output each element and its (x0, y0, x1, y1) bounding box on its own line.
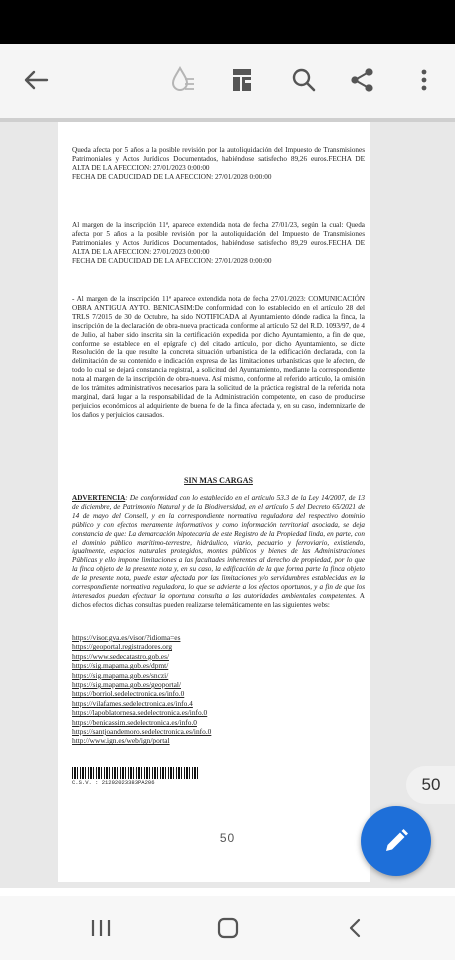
links-list (72, 633, 272, 746)
doc-paragraph-1: Queda afecta por 5 años a la posible revisión por la autoliquidación del Impuesto de Transmisiones Patrimoniales y Actos Jurídicos Documentados, habiéndose satisfecho 89,26 euros.FECHA DE ALTA DE LA AFECCION: 27/01/2023 0:00:00 FECHA DE CADUCIDAD DE LA AFECCION: 27/01/2028 0:00:00 (72, 146, 365, 181)
sin-mas-cargas-heading: SIN MAS CARGAS (184, 476, 253, 485)
link-item[interactable]: https://sig.mapama.gob.es/geoportal/ (72, 680, 181, 690)
link-item[interactable]: https://vilafames.sedelectronica.es/info.4 (72, 698, 193, 708)
status-bar (0, 0, 455, 44)
page-separator (0, 118, 455, 122)
csv-code: C.S.V. : 21202023383PA206 (72, 779, 155, 786)
edit-fab-button[interactable] (361, 806, 431, 876)
page-number-footer: 50 (219, 831, 236, 845)
share-icon[interactable] (340, 58, 384, 102)
water-drop-icon[interactable] (160, 58, 204, 102)
link-item[interactable]: https://geoportal.registradores.org (72, 642, 173, 652)
link-item[interactable]: https://www.sedecatastro.gob.es/ (72, 651, 170, 661)
link-item[interactable]: https://santjoandemoro.sedelectronica.es/info.0 (72, 727, 212, 737)
link-item[interactable]: https://sig.mapama.gob.es/snczi/ (72, 670, 169, 680)
edit-pencil-icon (381, 826, 411, 856)
link-item[interactable]: https://sig.mapama.gob.es/dpmt/ (72, 661, 169, 671)
advertencia-paragraph (72, 494, 365, 610)
barcode (72, 767, 200, 779)
advertencia-tail: A dichos efectos dichas consultas pueden realizarse telemáticamente en las siguientes webs: (72, 591, 365, 609)
top-toolbar (0, 44, 455, 118)
system-nav-bar (0, 896, 455, 960)
link-item[interactable]: https://benicassim.sedelectronica.es/info.0 (72, 717, 197, 727)
link-item[interactable]: https://lapoblatornesa.sedelectronica.es/info.0 (72, 708, 208, 718)
more-vert-icon[interactable] (402, 58, 446, 102)
recents-icon[interactable] (76, 906, 126, 950)
search-icon[interactable] (282, 58, 326, 102)
back-arrow-icon[interactable] (14, 58, 58, 102)
doc-paragraph-2: Al margen de la inscripción 11ª, aparece extendida nota de fecha 27/01/23, según la cual: Queda afecta por 5 años a la posible revisión por la autoliquidación del Impuesto de Transmisiones Patrimoniales y Actos Jurídicos Documentados, habiéndose satisfecho 89,29 euros.FECHA DE ALTA DE LA AFECCION: 27/01/2023 0:00:00 FECHA DE CADUCIDAD DE LA AFECCION: 27/01/2028 0:00:00 (72, 221, 365, 265)
link-item[interactable]: http://www.ign.es/web/ign/portal (72, 736, 170, 746)
page-indicator[interactable]: 50 (406, 766, 455, 804)
advertencia-label: ADVERTENCIA (72, 494, 126, 502)
home-icon[interactable] (203, 906, 253, 950)
page-layout-icon[interactable] (220, 58, 264, 102)
doc-paragraph-3: - Al margen de la inscripción 11ª aparece extendida nota de fecha 27/01/2023: COMUNICACIÓN OBRA ANTIGUA AYTO. BENICASIM:De conformidad con lo establecido en el artículo 28 del TRLS 7/2015 de 30 de Octubre, ha sido NOTIFICADA al Ayuntamiento dónde radica la finca, la inscripción de la declaración de obra-nueva practicada conforme al artículo 52 del R.D. 1093/97, de 4 de Julio, al haber sido inscrita sin la certificación expedida por dicho Ayuntamiento, a fin de que, conforme se establece en el epígrafe c) del citado artículo, por dicho Ayuntamiento, se dicte Resolución de la que resulte la concreta situación urbanística de la edificación declarada, con la delimitación de su contenido e indicación expresa de las limitaciones urbanísticas que le afecten, de todo lo cual se dejará constancia registral, a solicitud del Ayuntamiento, mediante la correspondiente nota al margen de la inscripción de obra-nueva. Así mismo, conforme al referido artículo, la omisión de los trámites administrativos necesarios para la solicitud de la práctica registral de la referida nota marginal, dará lugar a la responsabilidad de la Administración competente, en caso de producirse perjuicios económicos al adquiriente de buena fe de la finca afectada y, en su caso, indemnizarle de los daños y perjuicios causados. (72, 295, 365, 419)
link-item[interactable]: https://visor.gva.es/visor/?idioma=es (72, 633, 181, 642)
link-item[interactable]: https://borriol.sedelectronica.es/info.0 (72, 689, 185, 699)
back-icon[interactable] (330, 906, 380, 950)
advertencia-body: : De conformidad con lo establecido en el artículo 53.3 de la Ley 14/2007, de 13 de diciembre, de Patrimonio Natural y de la Biodiversidad, en el artículo 5 del Decreto 65/2021 de 14 de mayo del Consell, y en la correspondiente normativa reguladora del respectivo dominio público y con efectos meramente informativos y como información territorial asociada, se deja constancia de que: La demarcación hipotecaria de este Registro de la Propiedad linda, en parte, con el dominio público marítimo-terrestre, hidráulico, viario, pecuario y ferroviario, existiendo, igualmente, espacios naturales protegidos, montes públicos y bienes de las Administraciones Públicas y ello impone limitaciones a las facultades inherentes al derecho de propiedad, por lo que la finca objeto de la presente nota y, en su caso, la edificación de la que forma parte la finca objeto de la presente nota, puede estar afectada por las limitaciones y/o servidumbres establecidas en la correspondiente normativa reguladora, lo que se advierte a los efectos oportunos, y a fin de que los interesados puedan efectuar la oportuna consulta a las autoridades ambientales competentes. (72, 494, 365, 600)
